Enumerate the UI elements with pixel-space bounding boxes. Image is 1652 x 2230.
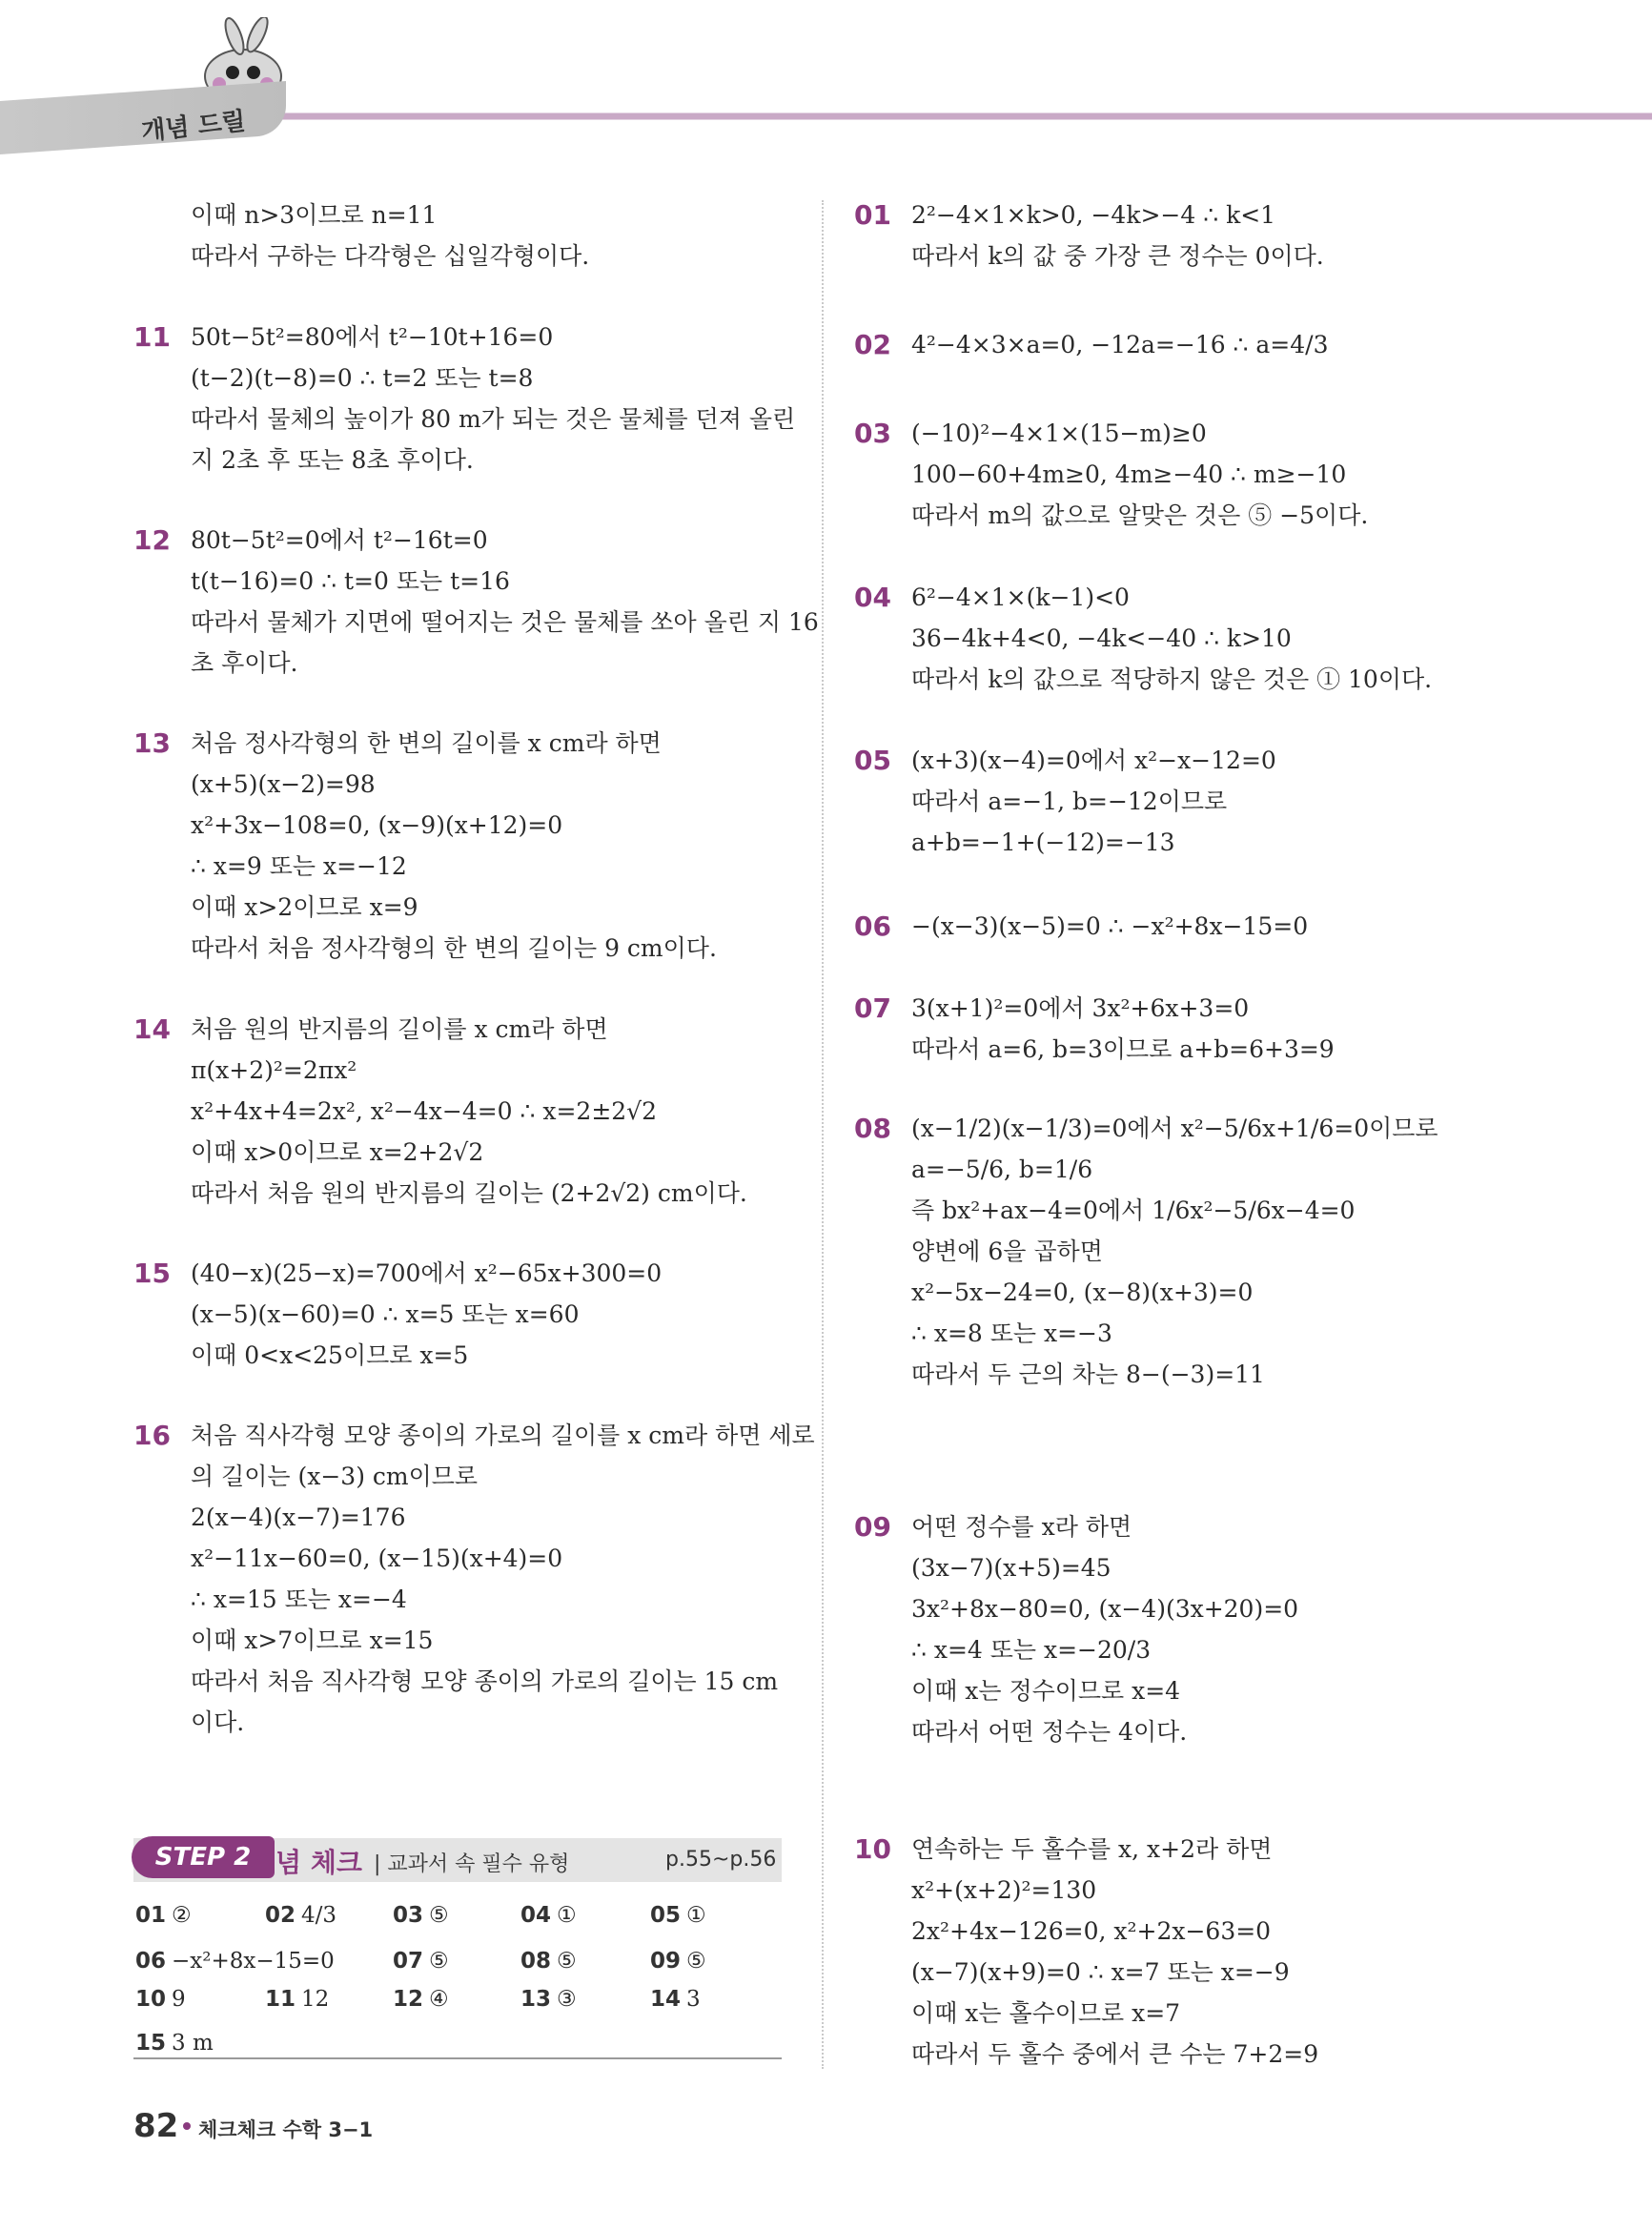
solution-line: (x+5)(x−2)=98 xyxy=(191,770,376,798)
answer-number: 10 xyxy=(135,1987,167,2012)
answer-item xyxy=(520,1987,577,2012)
answer-number: 05 xyxy=(650,1903,682,1928)
answer-number: 13 xyxy=(520,1987,552,2012)
solution-line: ∴ x=8 또는 x=−3 xyxy=(911,1320,1112,1347)
solution-line: 100−60+4m≥0, 4m≥−40 ∴ m≥−10 xyxy=(911,460,1347,488)
answer-number: 15 xyxy=(135,2031,167,2056)
answer-value: ⑤ xyxy=(686,1949,706,1974)
solution-line: 2²−4×1×k>0, −4k>−4 ∴ k<1 xyxy=(911,201,1276,229)
solution-line: 따라서 처음 정사각형의 한 변의 길이는 9 cm이다. xyxy=(191,934,717,962)
solution-line: (x−5)(x−60)=0 ∴ x=5 또는 x=60 xyxy=(191,1300,580,1328)
step-pages: p.55~p.56 xyxy=(665,1848,777,1872)
solution-line: (40−x)(25−x)=700에서 x²−65x+300=0 xyxy=(191,1259,663,1287)
solution-line: ∴ x=15 또는 x=−4 xyxy=(191,1586,407,1613)
solution-line: 처음 직사각형 모양 종이의 가로의 길이를 x cm라 하면 세로 xyxy=(191,1422,815,1449)
solution-line: 처음 정사각형의 한 변의 길이를 x cm라 하면 xyxy=(191,729,662,757)
answer-number: 02 xyxy=(265,1903,296,1928)
answer-item xyxy=(650,1949,706,1974)
problem-number: 13 xyxy=(133,727,171,759)
answer-value: ⑤ xyxy=(429,1903,449,1928)
answer-value: ① xyxy=(557,1903,577,1928)
answer-number: 11 xyxy=(265,1987,296,2012)
book-title: 체크체크 수학 3−1 xyxy=(198,2118,374,2141)
solution-line: t(t−16)=0 ∴ t=0 또는 t=16 xyxy=(191,567,510,595)
answer-item xyxy=(265,1987,329,2012)
answer-item xyxy=(393,1949,449,1974)
page-title: 개념 드릴 xyxy=(139,107,248,147)
solution-line: 이때 x>2이므로 x=9 xyxy=(191,893,418,921)
solution-line: 4²−4×3×a=0, −12a=−16 ∴ a=4/3 xyxy=(911,331,1329,358)
problem-number: 09 xyxy=(854,1511,891,1543)
solution-line: 따라서 k의 값으로 적당하지 않은 것은 ① 10이다. xyxy=(911,665,1433,693)
step-title: 개념 체크 xyxy=(250,1847,362,1878)
solution-line: x²−5x−24=0, (x−8)(x+3)=0 xyxy=(911,1279,1254,1306)
solution-line: 따라서 처음 직사각형 모양 종이의 가로의 길이는 15 cm xyxy=(191,1667,779,1695)
solution-line: 어떤 정수를 x라 하면 xyxy=(911,1513,1132,1541)
solution-line: ∴ x=4 또는 x=−20/3 xyxy=(911,1636,1152,1664)
solution-line: 따라서 a=−1, b=−12이므로 xyxy=(911,788,1228,815)
solution-line: 따라서 두 홀수 중에서 큰 수는 7+2=9 xyxy=(911,2040,1319,2068)
bullet-icon xyxy=(183,2122,191,2130)
solution-line: x²+3x−108=0, (x−9)(x+12)=0 xyxy=(191,811,563,839)
problem-number: 07 xyxy=(854,992,891,1024)
solution-line: 따라서 두 근의 차는 8−(−3)=11 xyxy=(911,1361,1265,1388)
problem-number: 10 xyxy=(854,1833,891,1865)
solution-line: 연속하는 두 홀수를 x, x+2라 하면 xyxy=(911,1835,1273,1863)
solution-line: 처음 원의 반지름의 길이를 x cm라 하면 xyxy=(191,1015,608,1043)
solution-line: 이때 x>7이므로 x=15 xyxy=(191,1626,434,1654)
problem-number: 15 xyxy=(133,1258,171,1289)
page-number: 82 xyxy=(133,2107,179,2145)
solution-line: 이때 x는 정수이므로 x=4 xyxy=(911,1677,1181,1705)
problem-number: 12 xyxy=(133,524,171,556)
answer-number: 03 xyxy=(393,1903,424,1928)
answer-number: 14 xyxy=(650,1987,682,2012)
problem-number: 08 xyxy=(854,1113,891,1144)
answer-number: 01 xyxy=(135,1903,167,1928)
solution-line: a+b=−1+(−12)=−13 xyxy=(911,829,1175,856)
solution-line: x²+(x+2)²=130 xyxy=(911,1876,1097,1904)
answer-value: −x²+8x−15=0 xyxy=(172,1949,335,1974)
solution-line: 의 길이는 (x−3) cm이므로 xyxy=(191,1463,479,1490)
answer-number: 12 xyxy=(393,1987,424,2012)
answer-value: ⑤ xyxy=(429,1949,449,1974)
answer-value: 12 xyxy=(301,1987,330,2012)
answer-item xyxy=(265,1903,337,1928)
solution-line: 지 2초 후 또는 8초 후이다. xyxy=(191,446,474,474)
solution-line: 6²−4×1×(k−1)<0 xyxy=(911,583,1130,611)
answer-value: 9 xyxy=(172,1987,186,2012)
answer-value: 4/3 xyxy=(301,1903,337,1928)
solution-line: (t−2)(t−8)=0 ∴ t=2 또는 t=8 xyxy=(191,364,534,392)
problem-number: 14 xyxy=(133,1013,171,1045)
problem-number: 04 xyxy=(854,582,891,613)
problem-number: 05 xyxy=(854,745,891,776)
answer-number: 08 xyxy=(520,1949,552,1974)
solution-line: 따라서 물체의 높이가 80 m가 되는 것은 물체를 던져 올린 xyxy=(191,405,796,433)
column-divider xyxy=(822,200,824,2069)
solution-line: 이때 0<x<25이므로 x=5 xyxy=(191,1341,469,1369)
solution-line: 2x²+4x−126=0, x²+2x−63=0 xyxy=(911,1917,1272,1945)
solution-line: (x−1/2)(x−1/3)=0에서 x²−5/6x+1/6=0이므로 xyxy=(911,1115,1438,1142)
problem-number: 03 xyxy=(854,418,891,449)
solution-line: (x+3)(x−4)=0에서 x²−x−12=0 xyxy=(911,747,1276,774)
answer-divider xyxy=(133,2057,782,2059)
solution-line: 3x²+8x−80=0, (x−4)(3x+20)=0 xyxy=(911,1595,1299,1623)
answer-value: ④ xyxy=(429,1987,449,2012)
answer-item xyxy=(135,1949,335,1974)
answer-item xyxy=(135,1987,186,2012)
answer-item xyxy=(520,1903,577,1928)
answer-item xyxy=(650,1903,706,1928)
problem-number: 01 xyxy=(854,199,891,231)
answer-item xyxy=(393,1987,449,2012)
answer-item xyxy=(393,1903,449,1928)
solution-line: 80t−5t²=0에서 t²−16t=0 xyxy=(191,526,488,554)
solution-line: 따라서 물체가 지면에 떨어지는 것은 물체를 쏘아 올린 지 16 xyxy=(191,608,819,636)
solution-line: 따라서 어떤 정수는 4이다. xyxy=(911,1718,1188,1746)
solution-line: x²−11x−60=0, (x−15)(x+4)=0 xyxy=(191,1545,563,1572)
solution-line: (−10)²−4×1×(15−m)≥0 xyxy=(911,419,1207,447)
solution-line: 따라서 구하는 다각형은 십일각형이다. xyxy=(191,242,590,270)
solution-line: 즉 bx²+ax−4=0에서 1/6x²−5/6x−4=0 xyxy=(911,1197,1356,1224)
solution-line: x²+4x+4=2x², x²−4x−4=0 ∴ x=2±2√2 xyxy=(191,1097,658,1125)
solution-line: 3(x+1)²=0에서 3x²+6x+3=0 xyxy=(911,994,1250,1022)
solution-line: 따라서 처음 원의 반지름의 길이는 (2+2√2) cm이다. xyxy=(191,1179,747,1207)
answer-value: ③ xyxy=(557,1987,577,2012)
answer-value: 3 xyxy=(686,1987,701,2012)
answer-value: ② xyxy=(172,1903,192,1928)
answer-number: 04 xyxy=(520,1903,552,1928)
solution-line: π(x+2)²=2πx² xyxy=(191,1056,357,1084)
answer-value: ① xyxy=(686,1903,706,1928)
problem-number: 11 xyxy=(133,321,171,353)
solution-line: 따라서 a=6, b=3이므로 a+b=6+3=9 xyxy=(911,1035,1335,1063)
answer-number: 09 xyxy=(650,1949,682,1974)
solution-line: (3x−7)(x+5)=45 xyxy=(911,1554,1112,1582)
step-badge: STEP 2 xyxy=(132,1836,275,1878)
solution-line: 이때 x는 홀수이므로 x=7 xyxy=(911,1999,1181,2027)
solution-line: ∴ x=9 또는 x=−12 xyxy=(191,852,407,880)
solution-line: 이때 x>0이므로 x=2+2√2 xyxy=(191,1138,484,1166)
solution-line: 이때 n>3이므로 n=11 xyxy=(191,201,438,229)
step-subtitle: | 교과서 속 필수 유형 xyxy=(374,1852,570,1876)
solution-line: 따라서 m의 값으로 알맞은 것은 ⑤ −5이다. xyxy=(911,501,1369,529)
answer-value: ⑤ xyxy=(557,1949,577,1974)
answer-item xyxy=(520,1949,577,1974)
solution-line: a=−5/6, b=1/6 xyxy=(911,1156,1093,1183)
answer-value: 3 m xyxy=(172,2031,214,2056)
answer-item xyxy=(135,1903,192,1928)
solution-line: 50t−5t²=80에서 t²−10t+16=0 xyxy=(191,323,554,351)
problem-number: 02 xyxy=(854,329,891,360)
solution-line: −(x−3)(x−5)=0 ∴ −x²+8x−15=0 xyxy=(911,912,1309,940)
answer-number: 06 xyxy=(135,1949,167,1974)
solution-line: (x−7)(x+9)=0 ∴ x=7 또는 x=−9 xyxy=(911,1958,1290,1986)
answer-number: 07 xyxy=(393,1949,424,1974)
answer-item xyxy=(650,1987,701,2012)
problem-number: 06 xyxy=(854,910,891,942)
solution-line: 초 후이다. xyxy=(191,649,298,677)
answer-item xyxy=(135,2031,214,2056)
solution-line: 이다. xyxy=(191,1708,245,1736)
solution-line: 36−4k+4<0, −4k<−40 ∴ k>10 xyxy=(911,624,1292,652)
solution-line: 양변에 6을 곱하면 xyxy=(911,1238,1103,1265)
problem-number: 16 xyxy=(133,1420,171,1451)
solution-line: 따라서 k의 값 중 가장 큰 정수는 0이다. xyxy=(911,242,1324,270)
solution-line: 2(x−4)(x−7)=176 xyxy=(191,1504,406,1531)
